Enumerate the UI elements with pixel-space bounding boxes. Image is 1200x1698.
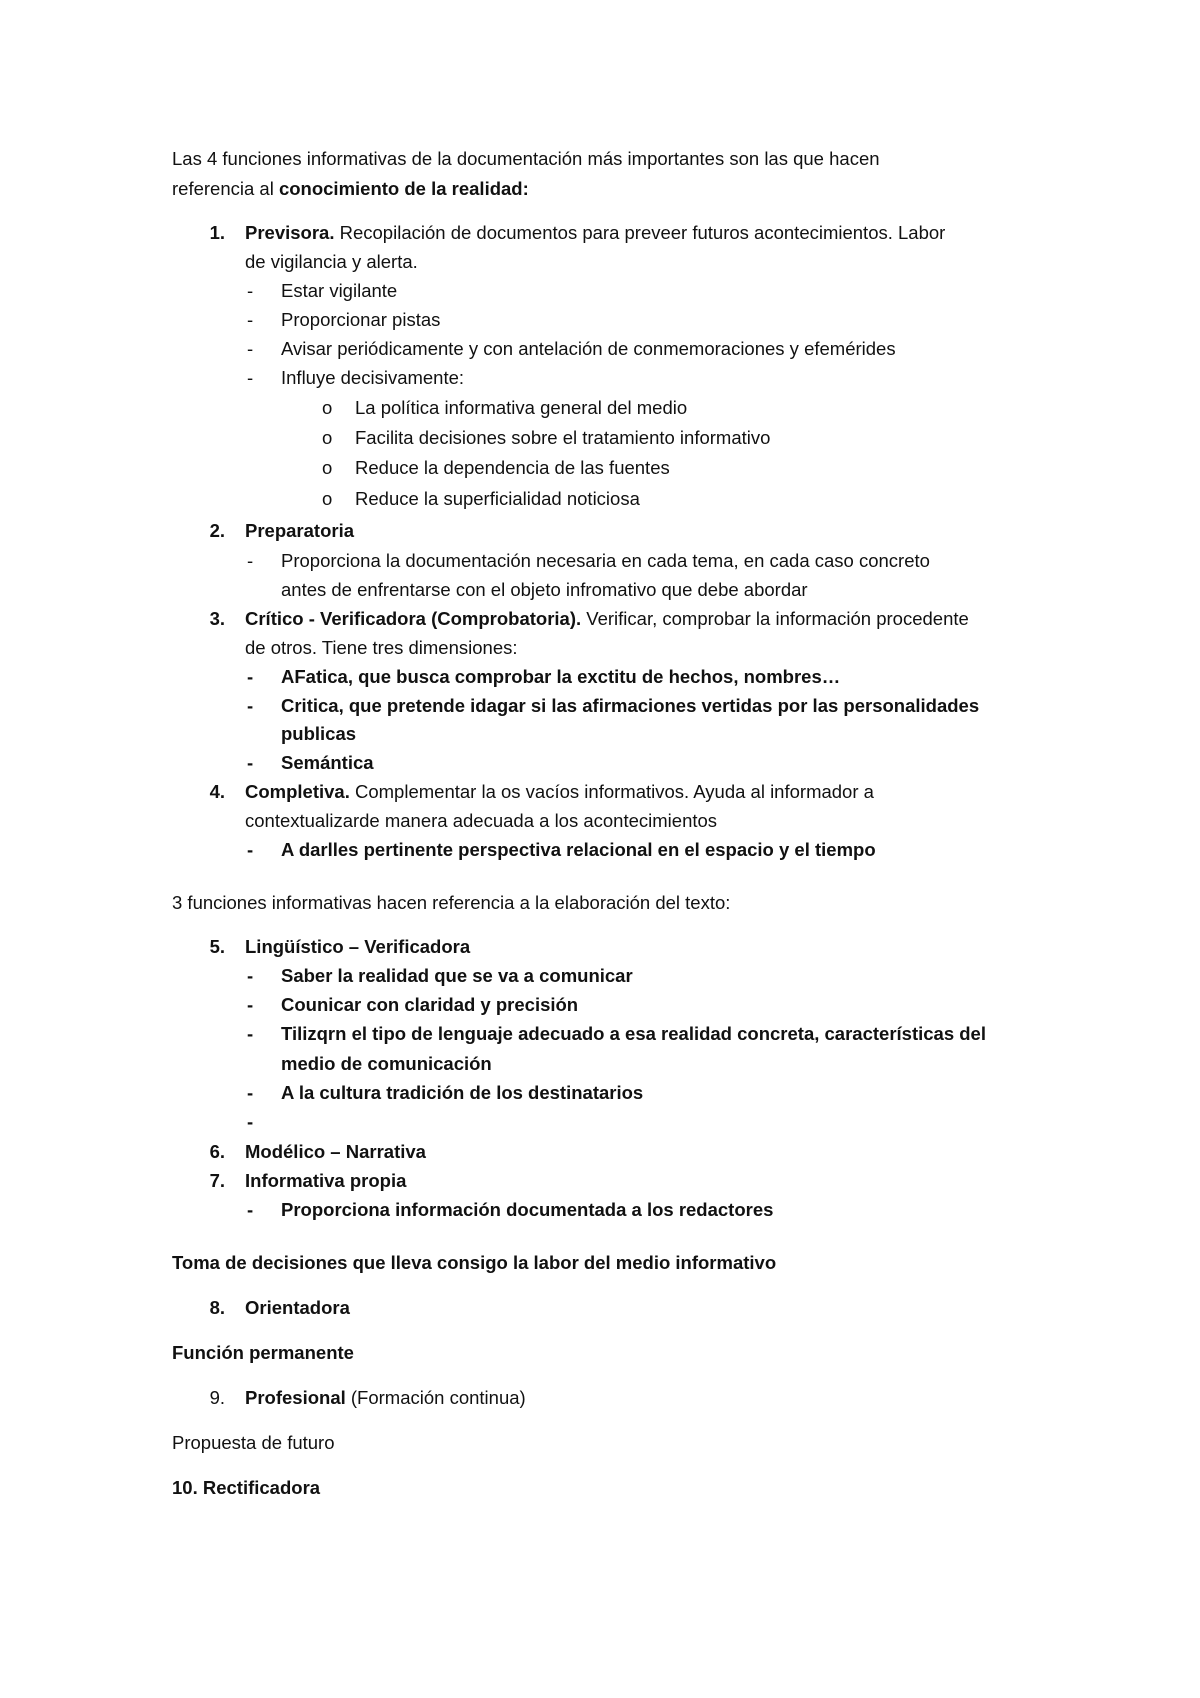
list-number: 8. [209,1297,225,1318]
dash-bullet: - [247,280,254,301]
dash-bullet: - [247,666,254,687]
dash-bullet: - [247,309,254,330]
list-item: Semántica [281,752,374,773]
list-item-cont: medio de comunicación [281,1053,492,1074]
circle-bullet: o [322,457,333,478]
list-item-cont: antes de enfrentarse con el objeto infromativo que debe abordar [281,579,808,600]
dash-bullet: - [247,1199,254,1220]
item-linguistico: Lingüístico – Verificadora [245,936,471,957]
heading-permanent: Función permanente [172,1342,354,1363]
dash-bullet: - [247,338,254,359]
list-number: 4. [209,781,225,802]
intro-line-2: referencia al conocimiento de la realidad: [172,178,529,199]
heading-future: Propuesta de futuro [172,1432,335,1453]
dash-bullet: - [247,1111,254,1132]
dash-bullet: - [247,1082,254,1103]
list-item: Proporciona información documentada a los redactores [281,1199,774,1220]
list-item: AFatica, que busca comprobar la exctitu de hechos, nombres… [281,666,841,687]
circle-bullet: o [322,488,333,509]
list-item: Avisar periódicamente y con antelación de conmemoraciones y efemérides [281,338,896,359]
item-critico-verificadora: Crítico - Verificadora (Comprobatoria). Verificar, comprobar la información procedente [245,608,969,629]
item-preparatoria: Preparatoria [245,520,354,541]
circle-bullet: o [322,397,333,418]
item-rectificadora: 10. Rectificadora [172,1477,321,1498]
list-item: Facilita decisiones sobre el tratamiento informativo [355,427,771,448]
item-completiva-cont: contextualizarde manera adecuada a los acontecimientos [245,810,718,831]
dash-bullet: - [247,752,254,773]
list-number: 6. [209,1141,225,1162]
list-item: Reduce la superficialidad noticiosa [355,488,640,509]
heading-decisions: Toma de decisiones que lleva consigo la labor del medio informativo [172,1252,777,1273]
item-profesional: Profesional (Formación continua) [245,1387,526,1408]
dash-bullet: - [247,695,254,716]
dash-bullet: - [247,550,254,571]
list-number: 1. [209,222,225,243]
item-informativa-propia: Informativa propia [245,1170,407,1191]
item-modelico: Modélico – Narrativa [245,1141,426,1162]
dash-bullet: - [247,367,254,388]
intro-elaboracion: 3 funciones informativas hacen referencia a la elaboración del texto: [172,892,731,913]
list-item: A darlles pertinente perspectiva relacional en el espacio y el tiempo [281,839,876,860]
list-number: 9. [209,1387,225,1408]
intro-line-1: Las 4 funciones informativas de la documentación más importantes son las que hacen [172,148,880,169]
dash-bullet: - [247,1023,254,1044]
list-item: Influye decisivamente: [281,367,465,388]
list-item: Proporciona la documentación necesaria en cada tema, en cada caso concreto [281,550,930,571]
list-number: 3. [209,608,225,629]
item-completiva: Completiva. Complementar la os vacíos informativos. Ayuda al informador a [245,781,874,802]
list-item: Saber la realidad que se va a comunicar [281,965,633,986]
item-orientadora: Orientadora [245,1297,350,1318]
dash-bullet: - [247,839,254,860]
list-item: A la cultura tradición de los destinatarios [281,1082,644,1103]
dash-bullet: - [247,994,254,1015]
list-item: Tilizqrn el tipo de lenguaje adecuado a esa realidad concreta, características del [281,1023,986,1044]
item-previsora-cont: de vigilancia y alerta. [245,251,418,272]
list-number: 2. [209,520,225,541]
list-item-cont: publicas [281,723,357,744]
list-item: Counicar con claridad y precisión [281,994,579,1015]
list-item: La política informativa general del medio [355,397,688,418]
list-item: Critica, que pretende idagar si las afirmaciones vertidas por las personalidades [281,695,980,716]
item-critico-cont: de otros. Tiene tres dimensiones: [245,637,518,658]
list-item: Estar vigilante [281,280,398,301]
list-item: Proporcionar pistas [281,309,441,330]
circle-bullet: o [322,427,333,448]
list-number: 7. [209,1170,225,1191]
dash-bullet: - [247,965,254,986]
list-item: Reduce la dependencia de las fuentes [355,457,670,478]
list-number: 5. [209,936,225,957]
item-previsora: Previsora. Recopilación de documentos para preveer futuros acontecimientos. Labor [245,222,946,243]
